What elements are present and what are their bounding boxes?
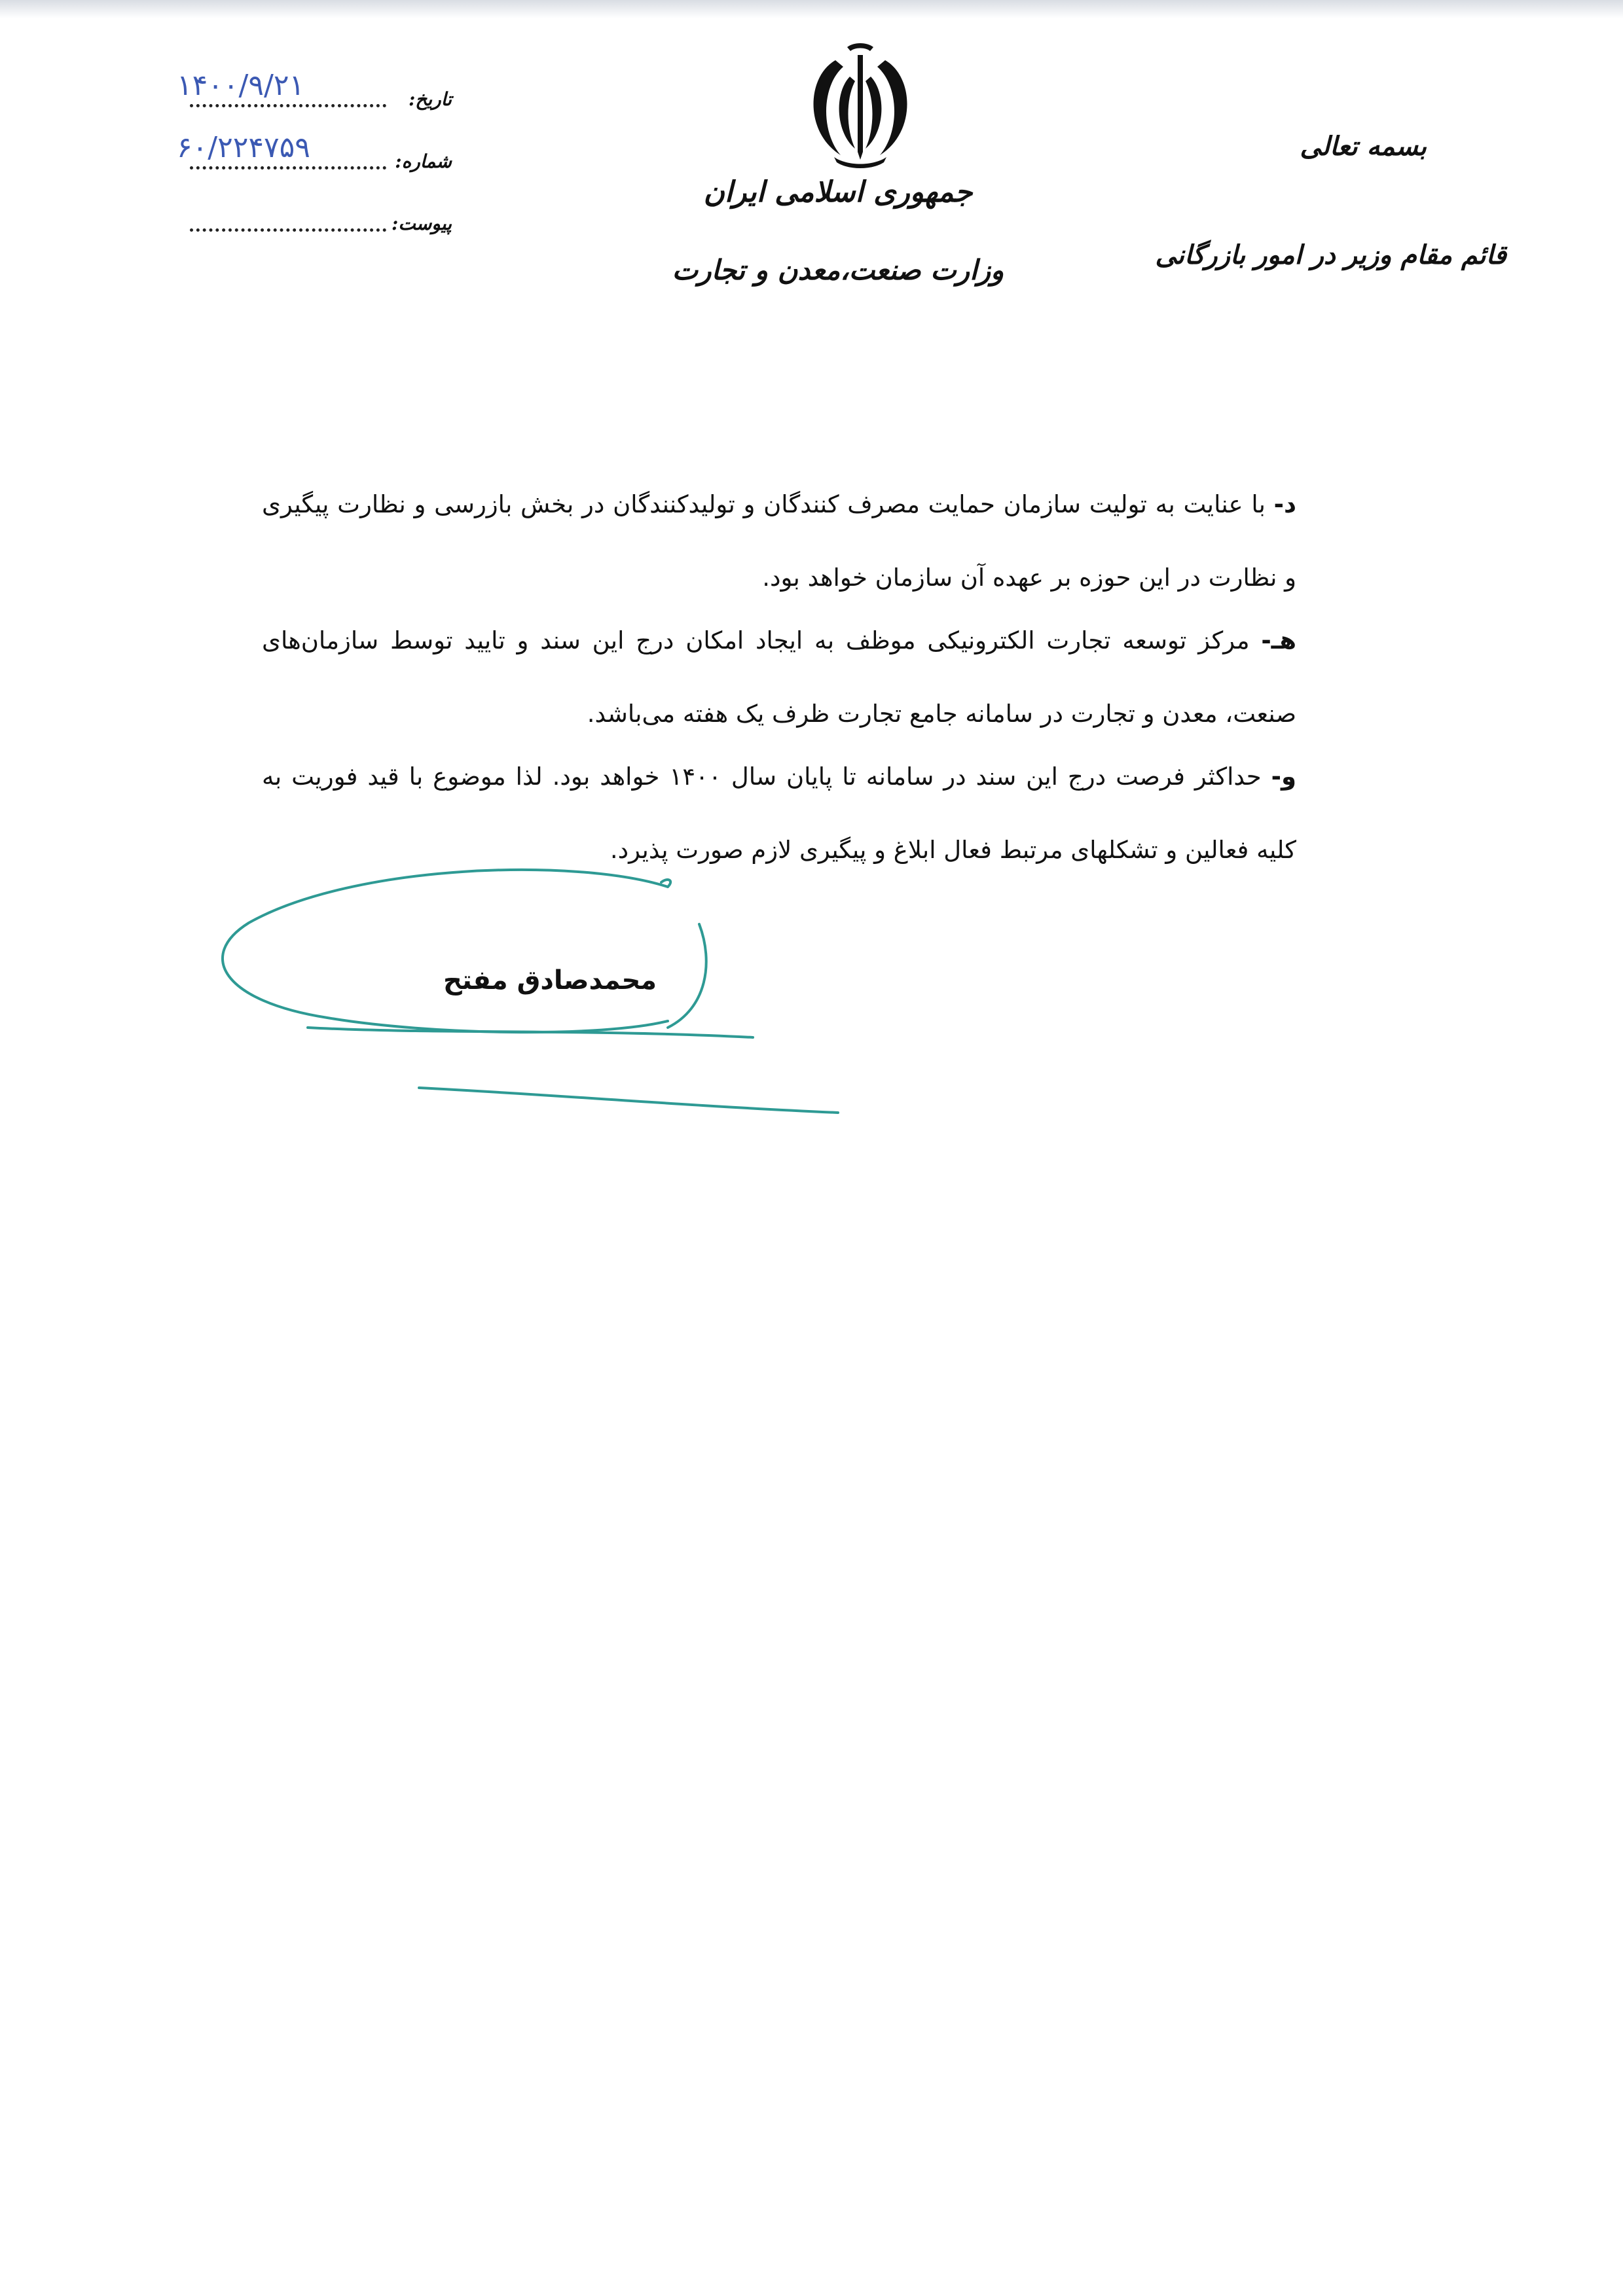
scan-edge-shadow xyxy=(0,0,1623,18)
date-value: ۱۴۰۰/۹/۲۱ xyxy=(177,69,305,102)
attachment-label: پیوست: xyxy=(392,213,452,234)
paragraph-text: مرکز توسعه تجارت الکترونیکی موظف به ایجاد امکان درج این سند و تایید توسط سازمان‌های صنعت، معدن و تجارت در سامانه جامع تجارت ظرف یک هفته می‌باشد. xyxy=(262,626,1296,728)
paragraph-mark: د- xyxy=(1273,490,1296,518)
date-label: تاریخ: xyxy=(408,88,452,110)
paragraph-he xyxy=(262,604,1296,751)
date-row xyxy=(177,69,452,111)
basmala: بسمه تعالی xyxy=(1300,131,1427,162)
number-label: شماره: xyxy=(395,151,452,172)
deputy-title: قائم مقام وزیر در امور بازرگانی xyxy=(1155,240,1506,270)
paragraph-text: با عنایت به تولیت سازمان حمایت مصرف کنندگان و تولیدکنندگان در بخش بازرسی و نظارت پیگیری و نظارت در این حوزه بر عهده آن سازمان خواهد بود. xyxy=(262,490,1296,592)
country-name: جمهوری اسلامی ایران xyxy=(703,175,973,209)
paragraph-mark: و- xyxy=(1271,762,1296,791)
iran-emblem-icon xyxy=(795,41,926,171)
number-row xyxy=(177,131,452,173)
attachment-row xyxy=(177,196,452,236)
paragraph-mark: هـ- xyxy=(1261,626,1296,655)
paragraph-text: حداکثر فرصت درج این سند در سامانه تا پایان سال ۱۴۰۰ خواهد بود. لذا موضوع با قید فوریت به کلیه فعالین و تشکلهای مرتبط فعال ابلاغ و پیگیری لازم صورت پذیرد. xyxy=(262,762,1296,864)
number-value: ۶۰/۲۲۴۷۵۹ xyxy=(177,131,310,164)
ministry-name: وزارت صنعت،معدن و تجارت xyxy=(672,254,1004,286)
signer-name: محمدصادق مفتح xyxy=(443,965,657,996)
paragraph-d xyxy=(262,468,1296,615)
